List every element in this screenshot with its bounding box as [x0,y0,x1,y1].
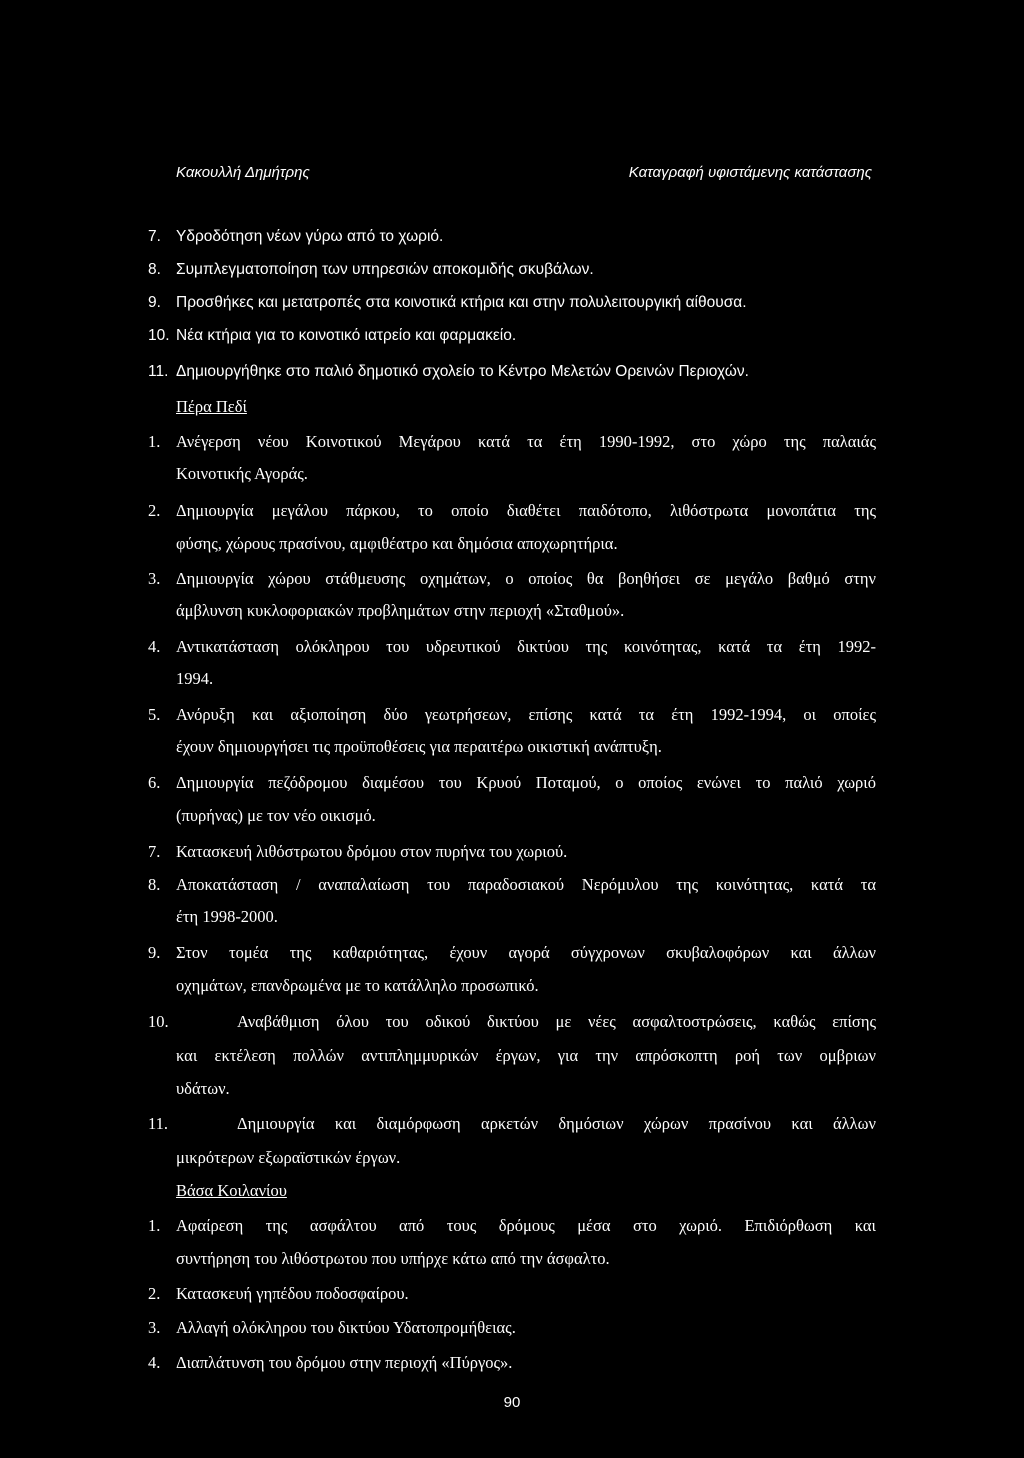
header-author: Κακουλλή Δημήτρης [176,164,310,181]
list-item-number: 8. [148,875,161,894]
list-item-text: Δημιουργήθηκε στο παλιό δημοτικό σχολείο το Κέντρο Μελετών Ορεινών Περιοχών. [176,363,749,380]
list-item-number: 4. [148,1353,161,1372]
list-item-text: Ανόρυξη και αξιοποίηση δύο γεωτρήσεων, επίσης κατά τα έτη 1992-1994, οι οποίες [176,705,876,724]
list-item-text: Κοινοτικής Αγοράς. [176,464,308,483]
list-item-number: 1. [148,1216,161,1235]
list-item-number: 11. [148,363,169,380]
list-item-text: Δημιουργία χώρου στάθμευσης οχημάτων, ο οποίος θα βοηθήσει σε μεγάλο βαθμό στην [176,569,876,588]
list-item-text: Κατασκευή λιθόστρωτου δρόμου στον πυρήνα του χωριού. [176,842,568,861]
list-item-text: Νέα κτήρια για το κοινοτικό ιατρείο και φαρμακείο. [176,327,517,344]
header-title: Καταγραφή υφιστάμενης κατάστασης [628,164,872,181]
list-item-text: Αποκατάσταση / αναπαλαίωση του παραδοσιακού Νερόμυλου της κοινότητας, κατά τα [176,875,876,894]
list-item-number: 9. [148,294,161,311]
list-item-number: 2. [148,501,161,520]
section-heading-pera-pedi: Πέρα Πεδί [176,397,247,416]
list-item-number: 4. [148,637,161,656]
list-item-text: έχουν δημιουργήσει τις προϋποθέσεις για περαιτέρω οικιστική ανάπτυξη. [176,737,662,756]
list-item-text: Αναβάθμιση όλου του οδικού δικτύου με νέες ασφαλτοστρώσεις, καθώς επίσης [237,1012,876,1031]
list-item-number: 5. [148,705,161,724]
list-item-number: 7. [148,842,161,861]
list-item-number: 10. [148,327,170,344]
list-item-text: άμβλυνση κυκλοφοριακών προβλημάτων στην περιοχή «Σταθμού». [176,601,625,620]
list-item-number: 10. [148,1012,169,1031]
list-item-text: Αλλαγή ολόκληρου του δικτύου Υδατοπρομήθειας. [176,1318,516,1337]
list-item-text: Δημιουργία μεγάλου πάρκου, το οποίο διαθέτει παιδότοπο, λιθόστρωτα μονοπάτια της [176,501,876,520]
list-item-number: 3. [148,1318,161,1337]
list-item-text: Συμπλεγματοποίηση των υπηρεσιών αποκομιδής σκυβάλων. [176,261,594,278]
list-item-number: 6. [148,773,161,792]
list-item-text: Κατασκευή γηπέδου ποδοσφαίρου. [176,1284,409,1303]
list-item-text: Αντικατάσταση ολόκληρου του υδρευτικού δικτύου της κοινότητας, κατά τα έτη 1992- [176,637,876,656]
list-item-text: Δημιουργία πεζόδρομου διαμέσου του Κρυού Ποταμού, ο οποίος ενώνει το παλιό χωριό [176,773,876,792]
list-item-text: μικρότερων εξωραϊστικών έργων. [176,1148,401,1167]
list-item-text: συντήρηση του λιθόστρωτου που υπήρχε κάτω από την άσφαλτο. [176,1249,610,1268]
list-item-text: υδάτων. [176,1079,230,1098]
list-item-number: 2. [148,1284,161,1303]
list-item-text: Ανέγερση νέου Κοινοτικού Μεγάρου κατά τα έτη 1990-1992, στο χώρο της παλαιάς [176,432,876,451]
list-item-number: 7. [148,228,161,245]
list-item-number: 9. [148,943,161,962]
page-number: 90 [503,1394,521,1411]
section-heading-vasa-koilaniou: Βάσα Κοιλανίου [176,1181,287,1200]
list-item-text: Δημιουργία και διαμόρφωση αρκετών δημόσιων χώρων πρασίνου και άλλων [237,1114,876,1133]
list-item-number: 11. [148,1114,169,1133]
list-item-text: Αφαίρεση της ασφάλτου από τους δρόμους μέσα στο χωριό. Επιδιόρθωση και [176,1216,876,1235]
list-item-text: (πυρήνας) με τον νέο οικισμό. [176,806,376,825]
list-item-text: οχημάτων, επανδρωμένα με το κατάλληλο προσωπικό. [176,976,539,995]
list-item-number: 3. [148,569,161,588]
list-item-text: Διαπλάτυνση του δρόμου στην περιοχή «Πύργος». [176,1353,513,1372]
list-item-text: φύσης, χώρους πρασίνου, αμφιθέατρο και δημόσια αποχωρητήρια. [176,534,618,553]
list-item-text: έτη 1998-2000. [176,907,278,926]
list-item-text: Στον τομέα της καθαριότητας, έχουν αγορά σύγχρονων σκυβαλοφόρων και άλλων [176,943,876,962]
list-item-text: 1994. [176,669,214,688]
list-item-text: και εκτέλεση πολλών αντιπλημμυρικών έργων, για την απρόσκοπτη ροή των ομβριων [176,1046,876,1065]
list-item-number: 8. [148,261,161,278]
list-item-number: 1. [148,432,161,451]
list-item-text: Υδροδότηση νέων γύρω από το χωριό. [176,228,444,245]
list-item-text: Προσθήκες και μετατροπές στα κοινοτικά κτήρια και στην πολυλειτουργική αίθουσα. [176,294,747,311]
